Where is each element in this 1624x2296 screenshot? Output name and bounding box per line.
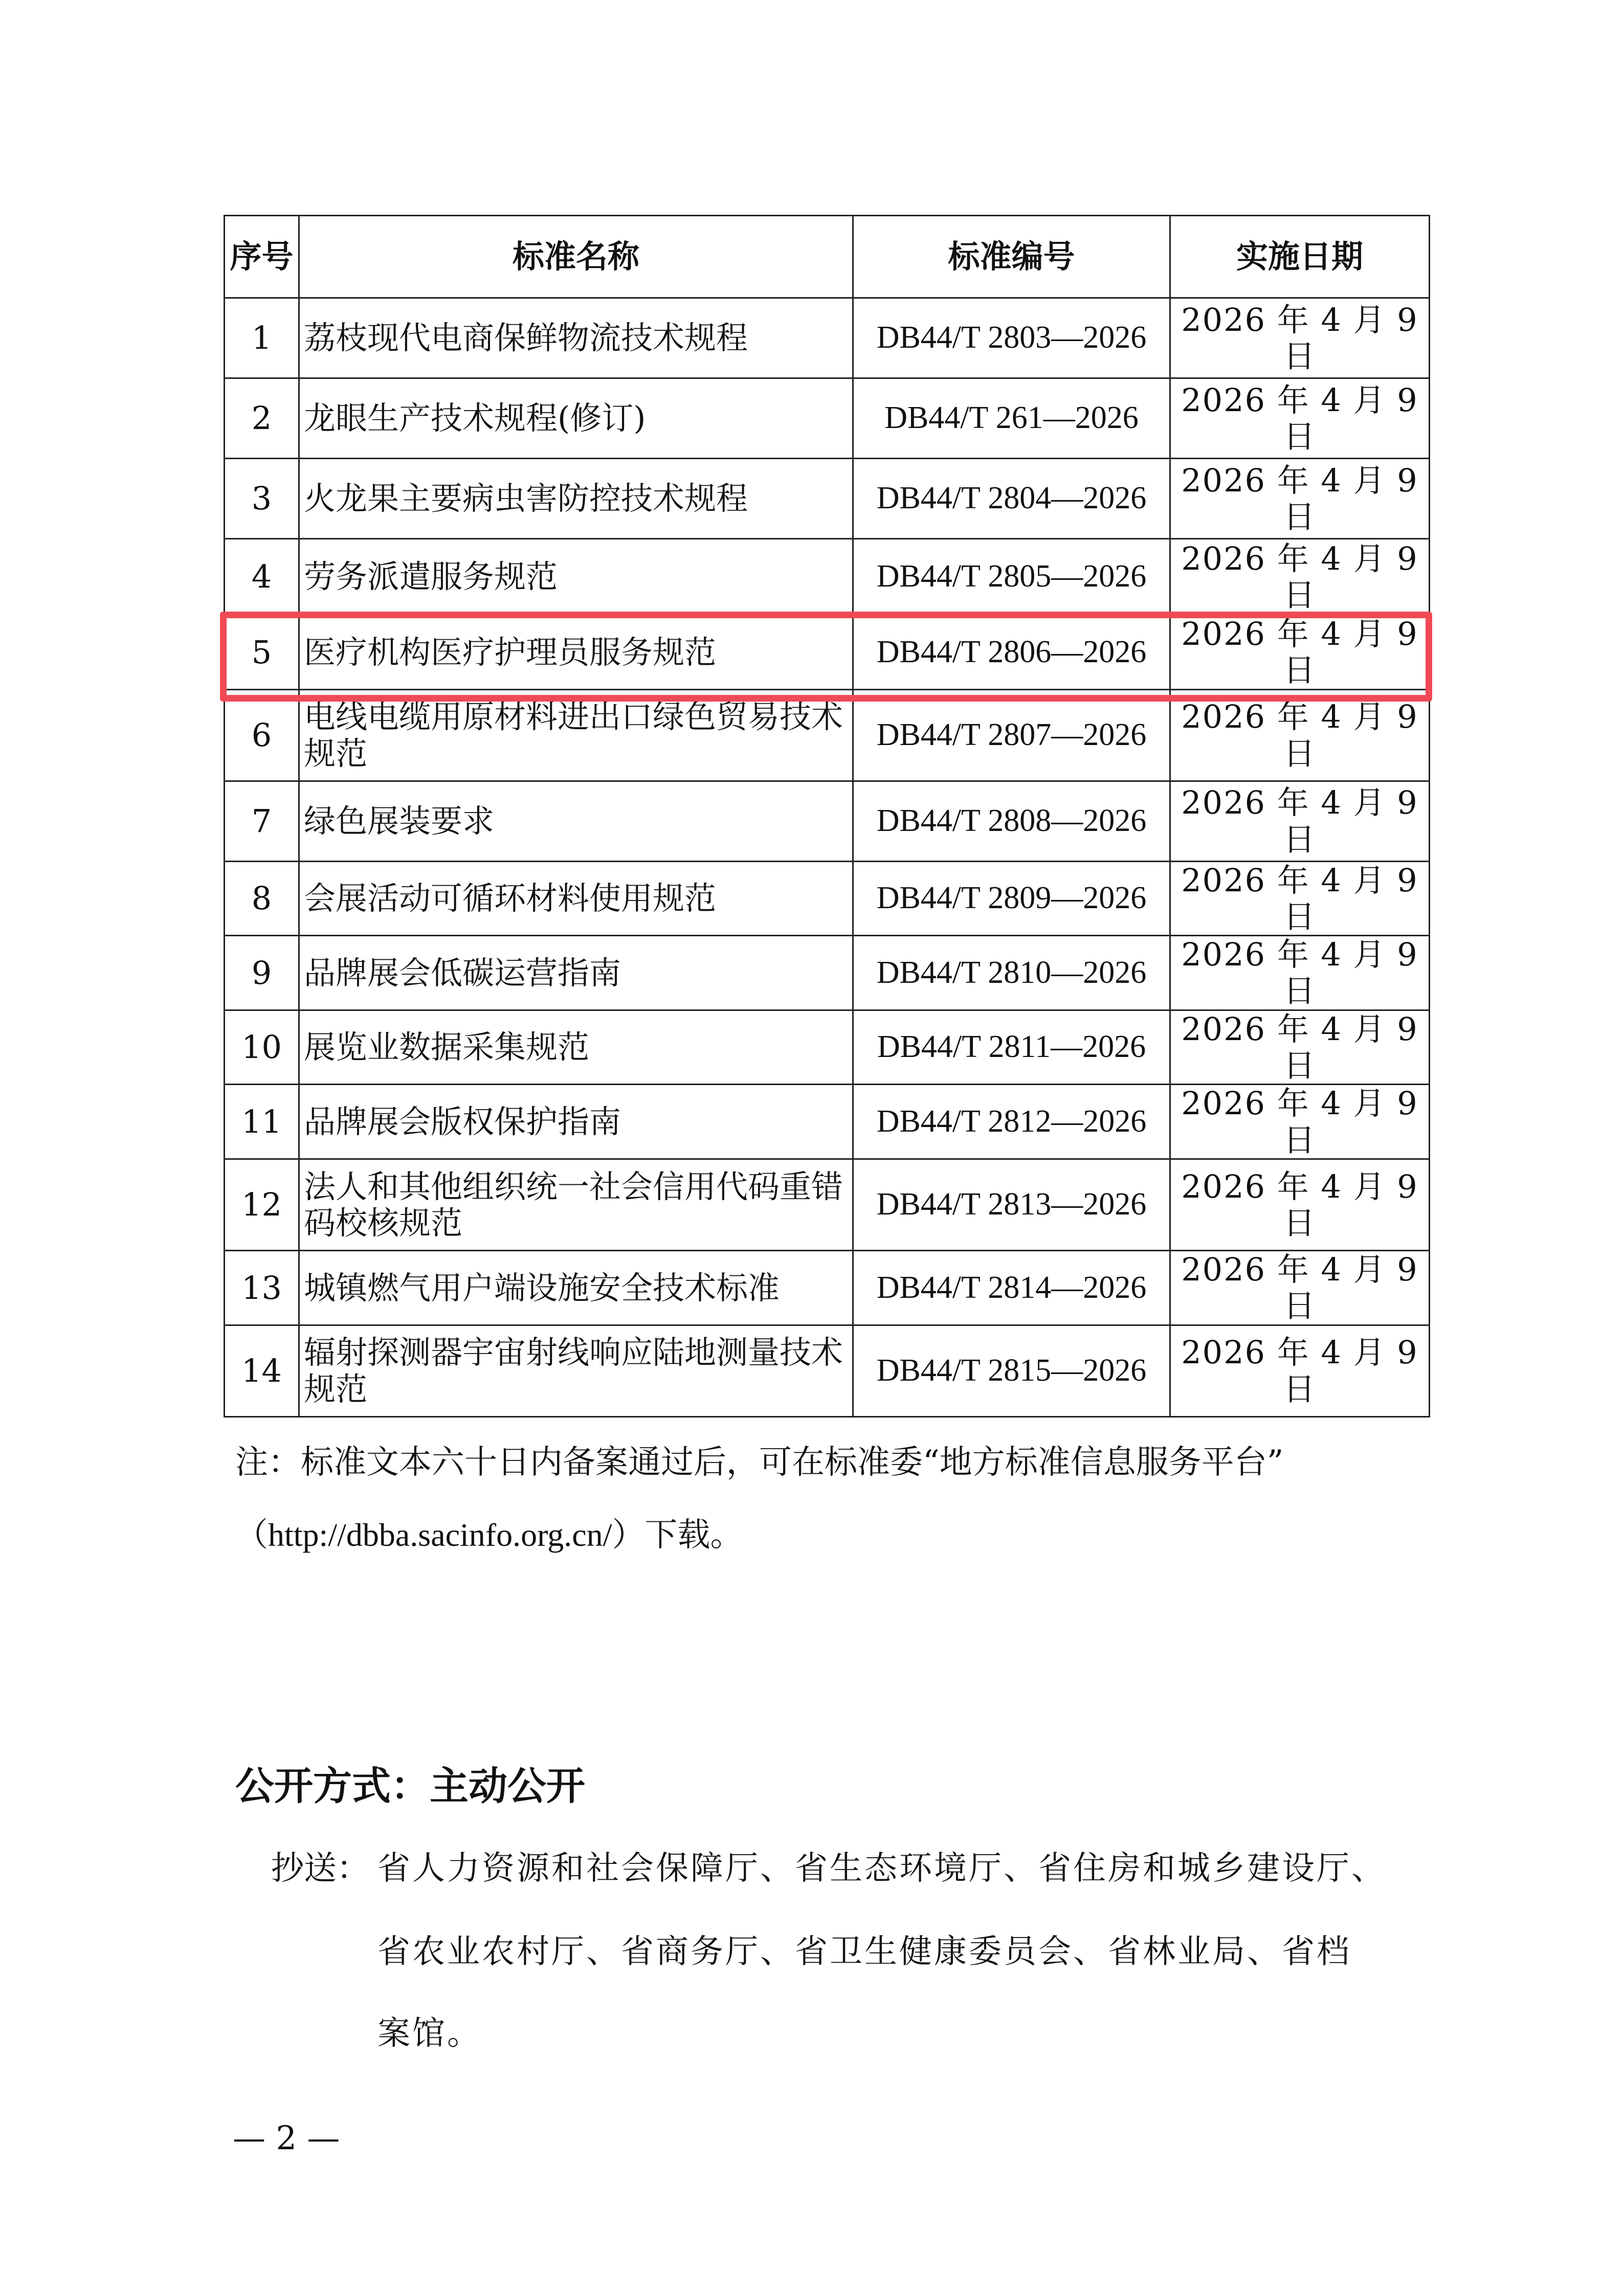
row-no: 7 [225,781,299,861]
row-no: 11 [225,1085,299,1159]
table-row [225,298,1430,378]
row-code: DB44/T 2805—2026 [853,539,1170,615]
row-date: 2026 年 4 月 9 日 [1170,615,1430,690]
row-date: 2026 年 4 月 9 日 [1170,298,1430,378]
row-name: 展览业数据采集规范 [299,1010,853,1085]
row-name: 荔枝现代电商保鲜物流技术规程 [299,298,853,378]
row-name: 辐射探测器宇宙射线响应陆地测量技术规范 [299,1325,853,1416]
note-line-2: （http://dbba.sacinfo.org.cn/）下载。 [235,1517,743,1553]
row-date: 2026 年 4 月 9 日 [1170,1250,1430,1325]
row-code: DB44/T 2812—2026 [853,1085,1170,1159]
cc-line-1: 省人力资源和社会保障厅、省生态环境厅、省住房和城乡建设厅、 [377,1850,1386,1887]
row-date: 2026 年 4 月 9 日 [1170,1010,1430,1085]
row-no: 4 [225,539,299,615]
row-code: DB44/T 2807—2026 [853,689,1170,781]
row-date: 2026 年 4 月 9 日 [1170,689,1430,781]
row-date: 2026 年 4 月 9 日 [1170,1159,1430,1250]
table-row [225,1085,1430,1159]
table-header-row [225,216,1430,298]
header-no: 序号 [225,216,299,298]
row-name: 品牌展会低碳运营指南 [299,936,853,1010]
table-row [225,459,1430,539]
row-code: DB44/T 2814—2026 [853,1250,1170,1325]
table-row-highlighted [225,615,1430,690]
row-name: 品牌展会版权保护指南 [299,1085,853,1159]
table-row [225,378,1430,459]
row-name: 绿色展装要求 [299,781,853,861]
row-no: 14 [225,1325,299,1416]
header-code: 标准编号 [853,216,1170,298]
row-date: 2026 年 4 月 9 日 [1170,1085,1430,1159]
standards-table [224,215,1430,1417]
row-no: 8 [225,861,299,936]
row-name: 电线电缆用原材料进出口绿色贸易技术规范 [299,689,853,781]
row-name: 城镇燃气用户端设施安全技术标准 [299,1250,853,1325]
header-name: 标准名称 [299,216,853,298]
row-date: 2026 年 4 月 9 日 [1170,861,1430,936]
row-no: 10 [225,1010,299,1085]
row-no: 12 [225,1159,299,1250]
row-code: DB44/T 2809—2026 [853,861,1170,936]
row-code: DB44/T 2813—2026 [853,1159,1170,1250]
row-no: 13 [225,1250,299,1325]
row-date: 2026 年 4 月 9 日 [1170,1325,1430,1416]
row-code: DB44/T 2810—2026 [853,936,1170,1010]
row-no: 9 [225,936,299,1010]
row-code: DB44/T 2811—2026 [853,1010,1170,1085]
row-date: 2026 年 4 月 9 日 [1170,539,1430,615]
table-row [225,1010,1430,1085]
row-code: DB44/T 2806—2026 [853,615,1170,690]
page-number: — 2 — [233,2120,340,2157]
table-row [225,539,1430,615]
row-no: 5 [225,615,299,690]
row-no: 2 [225,378,299,459]
table-row [225,1250,1430,1325]
row-date: 2026 年 4 月 9 日 [1170,459,1430,539]
row-name: 劳务派遣服务规范 [299,539,853,615]
table-row [225,936,1430,1010]
row-code: DB44/T 2803—2026 [853,298,1170,378]
row-name: 火龙果主要病虫害防控技术规程 [299,459,853,539]
row-date: 2026 年 4 月 9 日 [1170,936,1430,1010]
header-date: 实施日期 [1170,216,1430,298]
row-name: 会展活动可循环材料使用规范 [299,861,853,936]
cc-line-3: 案馆。 [377,2015,482,2053]
row-name: 龙眼生产技术规程(修订) [299,378,853,459]
row-date: 2026 年 4 月 9 日 [1170,378,1430,459]
row-name: 医疗机构医疗护理员服务规范 [299,615,853,690]
row-date: 2026 年 4 月 9 日 [1170,781,1430,861]
row-no: 3 [225,459,299,539]
disclosure-heading: 公开方式：主动公开 [235,1763,585,1809]
table-row [225,861,1430,936]
row-code: DB44/T 2815—2026 [853,1325,1170,1416]
row-name: 法人和其他组织统一社会信用代码重错码校核规范 [299,1159,853,1250]
cc-label: 抄送： [271,1850,369,1887]
row-no: 1 [225,298,299,378]
note-line-1: 注：标准文本六十日内备案通过后，可在标准委“地方标准信息服务平台” [235,1444,1284,1481]
row-no: 6 [225,689,299,781]
table-row [225,1325,1430,1416]
table-row [225,781,1430,861]
cc-line-2: 省农业农村厅、省商务厅、省卫生健康委员会、省林业局、省档 [377,1933,1351,1971]
table-row [225,1159,1430,1250]
row-code: DB44/T 2808—2026 [853,781,1170,861]
row-code: DB44/T 2804—2026 [853,459,1170,539]
row-code: DB44/T 261—2026 [853,378,1170,459]
table-row [225,689,1430,781]
